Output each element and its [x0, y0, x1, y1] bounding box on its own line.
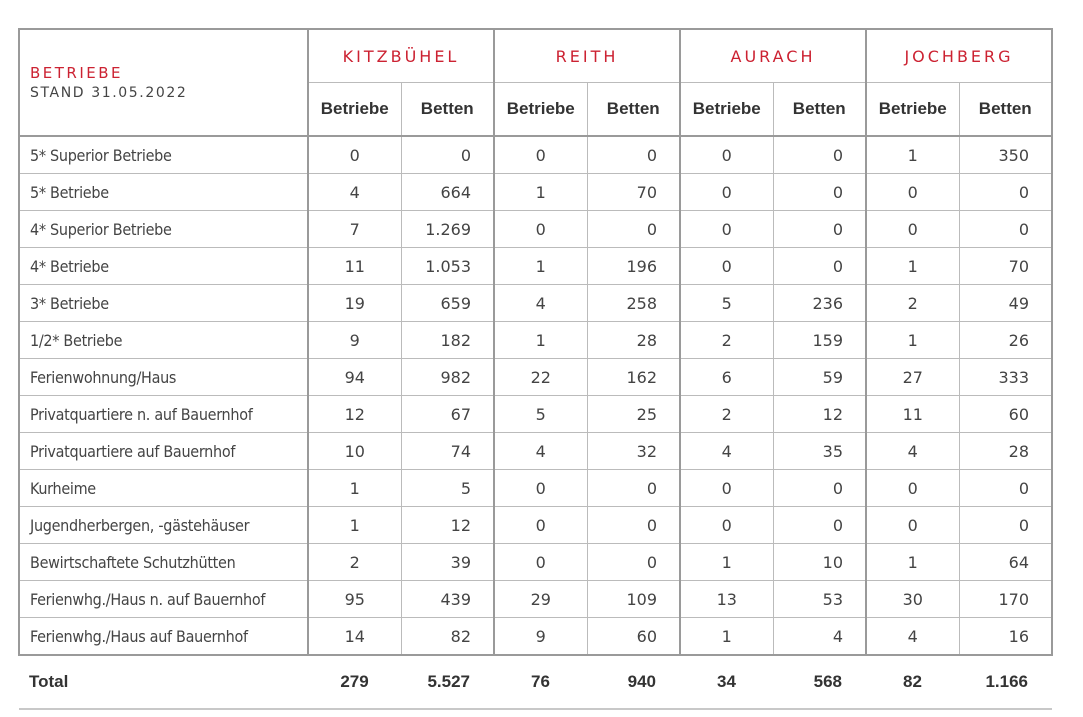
cell-betriebe: 0 [680, 248, 773, 285]
total-value: 279 [308, 655, 401, 709]
cell-betten: 10 [773, 544, 866, 581]
row-label: Privatquartiere auf Bauernhof [19, 433, 308, 470]
cell-betriebe: 0 [680, 470, 773, 507]
cell-betten: 196 [587, 248, 680, 285]
cell-betten: 28 [587, 322, 680, 359]
table-row [19, 581, 1052, 618]
cell-betriebe: 0 [494, 211, 587, 248]
cell-betriebe: 2 [308, 544, 401, 581]
cell-betten: 16 [959, 618, 1052, 656]
cell-betriebe: 0 [494, 136, 587, 174]
cell-betriebe: 0 [680, 507, 773, 544]
cell-betten: 182 [401, 322, 494, 359]
table-title-cell [19, 29, 308, 136]
cell-betriebe: 11 [308, 248, 401, 285]
cell-betten: 0 [773, 248, 866, 285]
cell-betten: 32 [587, 433, 680, 470]
cell-betriebe: 4 [680, 433, 773, 470]
column-header-betriebe: Betriebe [308, 83, 401, 137]
cell-betten: 53 [773, 581, 866, 618]
cell-betten: 109 [587, 581, 680, 618]
cell-betriebe: 0 [680, 174, 773, 211]
cell-betriebe: 1 [866, 544, 959, 581]
cell-betten: 12 [773, 396, 866, 433]
cell-betriebe: 13 [680, 581, 773, 618]
cell-betriebe: 27 [866, 359, 959, 396]
table-row [19, 359, 1052, 396]
cell-betriebe: 0 [494, 470, 587, 507]
cell-betriebe: 4 [494, 433, 587, 470]
table-row [19, 470, 1052, 507]
cell-betriebe: 9 [494, 618, 587, 656]
cell-betriebe: 0 [680, 211, 773, 248]
cell-betriebe: 4 [866, 618, 959, 656]
cell-betriebe: 1 [308, 507, 401, 544]
table-subtitle: STAND 31.05.2022 [30, 85, 188, 101]
table-row [19, 507, 1052, 544]
row-label: 3* Betriebe [19, 285, 308, 322]
cell-betten: 82 [401, 618, 494, 656]
cell-betten: 664 [401, 174, 494, 211]
table-row [19, 285, 1052, 322]
cell-betriebe: 1 [866, 322, 959, 359]
location-header-kitzbuehel: KITZBÜHEL [308, 29, 494, 83]
total-value: 5.527 [401, 655, 494, 709]
cell-betten: 5 [401, 470, 494, 507]
cell-betriebe: 12 [308, 396, 401, 433]
cell-betriebe: 1 [866, 248, 959, 285]
location-header-reith: REITH [494, 29, 680, 83]
cell-betten: 4 [773, 618, 866, 656]
row-label: Ferienwohnung/Haus [19, 359, 308, 396]
row-label: Ferienwhg./Haus auf Bauernhof [19, 618, 308, 656]
cell-betriebe: 0 [308, 136, 401, 174]
cell-betten: 0 [587, 211, 680, 248]
cell-betten: 159 [773, 322, 866, 359]
row-label: Bewirtschaftete Schutzhütten [19, 544, 308, 581]
cell-betten: 162 [587, 359, 680, 396]
total-value: 568 [773, 655, 866, 709]
cell-betten: 74 [401, 433, 494, 470]
cell-betriebe: 1 [494, 322, 587, 359]
cell-betten: 0 [587, 470, 680, 507]
cell-betriebe: 2 [680, 322, 773, 359]
row-label: Jugendherbergen, -gästehäuser [19, 507, 308, 544]
cell-betriebe: 2 [680, 396, 773, 433]
location-header-jochberg: JOCHBERG [866, 29, 1052, 83]
total-value: 940 [587, 655, 680, 709]
cell-betriebe: 0 [866, 470, 959, 507]
cell-betten: 170 [959, 581, 1052, 618]
cell-betriebe: 95 [308, 581, 401, 618]
cell-betten: 0 [587, 136, 680, 174]
cell-betten: 0 [587, 544, 680, 581]
cell-betriebe: 94 [308, 359, 401, 396]
cell-betten: 70 [587, 174, 680, 211]
table-row [19, 544, 1052, 581]
cell-betriebe: 0 [866, 507, 959, 544]
cell-betten: 350 [959, 136, 1052, 174]
row-label: 4* Superior Betriebe [19, 211, 308, 248]
cell-betten: 439 [401, 581, 494, 618]
cell-betten: 60 [959, 396, 1052, 433]
total-label: Total [19, 655, 308, 709]
cell-betriebe: 6 [680, 359, 773, 396]
row-label: 4* Betriebe [19, 248, 308, 285]
cell-betten: 236 [773, 285, 866, 322]
cell-betten: 39 [401, 544, 494, 581]
table-body [19, 136, 1052, 655]
cell-betten: 25 [587, 396, 680, 433]
cell-betten: 0 [773, 136, 866, 174]
cell-betriebe: 1 [494, 248, 587, 285]
total-row [19, 655, 1052, 709]
column-header-betten: Betten [959, 83, 1052, 137]
cell-betten: 258 [587, 285, 680, 322]
cell-betten: 0 [959, 507, 1052, 544]
column-header-betriebe: Betriebe [494, 83, 587, 137]
cell-betriebe: 4 [308, 174, 401, 211]
cell-betten: 60 [587, 618, 680, 656]
table-container [18, 28, 1052, 710]
cell-betten: 59 [773, 359, 866, 396]
cell-betriebe: 11 [866, 396, 959, 433]
cell-betriebe: 4 [866, 433, 959, 470]
cell-betriebe: 1 [494, 174, 587, 211]
cell-betriebe: 1 [308, 470, 401, 507]
table-title: BETRIEBE [30, 64, 124, 82]
column-header-betten: Betten [773, 83, 866, 137]
table-row [19, 396, 1052, 433]
column-header-betriebe: Betriebe [866, 83, 959, 137]
cell-betten: 333 [959, 359, 1052, 396]
cell-betten: 0 [959, 211, 1052, 248]
column-header-betten: Betten [587, 83, 680, 137]
cell-betten: 35 [773, 433, 866, 470]
cell-betriebe: 0 [866, 211, 959, 248]
betriebe-table [18, 28, 1053, 710]
total-value: 34 [680, 655, 773, 709]
cell-betten: 0 [773, 470, 866, 507]
table-row [19, 248, 1052, 285]
cell-betriebe: 0 [494, 507, 587, 544]
table-row [19, 433, 1052, 470]
cell-betriebe: 22 [494, 359, 587, 396]
cell-betriebe: 9 [308, 322, 401, 359]
cell-betriebe: 1 [680, 618, 773, 656]
cell-betriebe: 5 [494, 396, 587, 433]
cell-betten: 64 [959, 544, 1052, 581]
cell-betten: 49 [959, 285, 1052, 322]
total-value: 82 [866, 655, 959, 709]
cell-betten: 67 [401, 396, 494, 433]
cell-betten: 0 [773, 211, 866, 248]
table-row [19, 322, 1052, 359]
cell-betten: 659 [401, 285, 494, 322]
cell-betriebe: 7 [308, 211, 401, 248]
row-label: Kurheime [19, 470, 308, 507]
cell-betriebe: 0 [866, 174, 959, 211]
cell-betriebe: 14 [308, 618, 401, 656]
cell-betten: 0 [959, 470, 1052, 507]
cell-betten: 0 [587, 507, 680, 544]
cell-betriebe: 2 [866, 285, 959, 322]
cell-betten: 982 [401, 359, 494, 396]
cell-betten: 0 [773, 174, 866, 211]
cell-betten: 0 [773, 507, 866, 544]
cell-betten: 26 [959, 322, 1052, 359]
cell-betten: 12 [401, 507, 494, 544]
cell-betriebe: 1 [680, 544, 773, 581]
row-label: 5* Superior Betriebe [19, 136, 308, 174]
cell-betriebe: 1 [866, 136, 959, 174]
table-row [19, 211, 1052, 248]
cell-betten: 0 [401, 136, 494, 174]
total-value: 76 [494, 655, 587, 709]
cell-betten: 0 [959, 174, 1052, 211]
cell-betriebe: 5 [680, 285, 773, 322]
cell-betriebe: 4 [494, 285, 587, 322]
cell-betten: 1.053 [401, 248, 494, 285]
table-row [19, 618, 1052, 656]
location-header-aurach: AURACH [680, 29, 866, 83]
column-header-betten: Betten [401, 83, 494, 137]
total-value: 1.166 [959, 655, 1052, 709]
table-row [19, 174, 1052, 211]
row-label: Privatquartiere n. auf Bauernhof [19, 396, 308, 433]
cell-betten: 70 [959, 248, 1052, 285]
cell-betriebe: 30 [866, 581, 959, 618]
cell-betten: 28 [959, 433, 1052, 470]
row-label: 5* Betriebe [19, 174, 308, 211]
cell-betriebe: 10 [308, 433, 401, 470]
cell-betriebe: 0 [494, 544, 587, 581]
table-row [19, 136, 1052, 174]
column-header-betriebe: Betriebe [680, 83, 773, 137]
cell-betriebe: 0 [680, 136, 773, 174]
cell-betriebe: 19 [308, 285, 401, 322]
row-label: Ferienwhg./Haus n. auf Bauernhof [19, 581, 308, 618]
row-label: 1/2* Betriebe [19, 322, 308, 359]
cell-betten: 1.269 [401, 211, 494, 248]
cell-betriebe: 29 [494, 581, 587, 618]
